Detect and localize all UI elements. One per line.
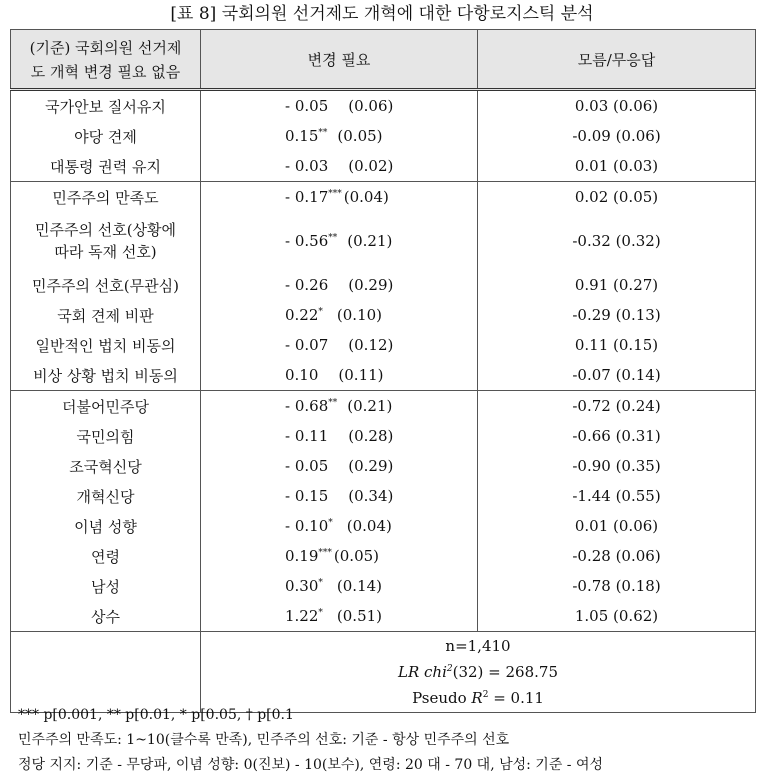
coefficient: 0.15 [285,127,319,145]
standard-error: (0.06) [348,97,394,115]
coefficient: - 0.03 [285,157,329,175]
table-row [11,391,756,422]
coefficient: - 0.11 [285,427,329,445]
standard-error: (0.05) [337,127,383,145]
coefficient: 0.10 [285,366,319,384]
variable-label: 민주주의 만족도 [11,182,201,213]
variable-label: 비상 상황 법치 비동의 [11,360,201,391]
variable-label: 야당 견제 [11,121,201,151]
change-needed-cell [201,481,478,511]
table-notes [18,703,758,778]
table-row [11,151,756,182]
note-party-ideology: 정당 지지: 기준 - 무당파, 이념 성향: 0(진보) - 10(보수), 연령: 20 대 - 70 대, 남성: 기준 - 여성 [18,757,604,773]
variable-label: 남성 [11,571,201,601]
significance-stars: * [328,518,333,528]
pseudo-r-sup: 2 [482,690,489,700]
note-significance: *** p[0.001, ** p[0.01, * p[0.05, † p[0.1 [18,707,294,723]
standard-error: (0.21) [347,232,393,250]
variable-label-line2: 따라 독재 선호) [54,243,157,261]
header-base-line2: 도 개혁 변경 필요 없음 [30,63,181,81]
variable-label: 대통령 권력 유지 [11,151,201,182]
variable-label: 국가안보 질서유지 [11,90,201,122]
variable-label: 상수 [11,601,201,632]
coefficient: - 0.68 [285,397,329,415]
table-row [11,182,756,213]
table-row [11,511,756,541]
variable-label [11,212,201,270]
lr-chi-value: (32) = 268.75 [452,663,558,681]
table-row [11,330,756,360]
standard-error: (0.02) [348,157,394,175]
change-needed-cell [201,360,478,391]
change-needed-cell [201,541,478,571]
lr-chi-sup: 2 [446,664,453,674]
dont-know-cell: -1.44 (0.55) [478,481,756,511]
standard-error: (0.04) [346,517,392,535]
standard-error: (0.28) [348,427,394,445]
variable-label: 국민의힘 [11,421,201,451]
change-needed-cell [201,270,478,300]
note-democracy: 민주주의 만족도: 1~10(클수록 만족), 민주주의 선호: 기준 - 항상 민주주의 선호 [18,732,510,748]
change-needed-cell [201,121,478,151]
pseudo-r-symbol: R [471,689,483,707]
change-needed-cell [201,511,478,541]
change-needed-cell [201,330,478,360]
variable-label: 민주주의 선호(무관심) [11,270,201,300]
standard-error: (0.29) [348,276,394,294]
table-row [11,121,756,151]
table-row [11,451,756,481]
variable-label: 더불어민주당 [11,391,201,422]
dont-know-cell: 0.02 (0.05) [478,182,756,213]
variable-label: 연령 [11,541,201,571]
standard-error: (0.14) [336,577,383,595]
stats-lr-chi2 [201,659,755,685]
dont-know-cell: -0.32 (0.32) [478,212,756,270]
change-needed-cell [201,451,478,481]
table-row [11,541,756,571]
change-needed-cell [201,391,478,422]
dont-know-cell: 1.05 (0.62) [478,601,756,632]
change-needed-cell [201,182,478,213]
header-row [11,30,756,90]
table-row [11,360,756,391]
coefficient: - 0.10 [285,517,329,535]
standard-error: (0.51) [336,607,383,625]
variable-label: 국회 견제 비판 [11,300,201,330]
variable-label: 조국혁신당 [11,451,201,481]
change-needed-cell [201,571,478,601]
dont-know-cell: -0.72 (0.24) [478,391,756,422]
significance-stars: ** [328,398,338,408]
change-needed-cell [201,151,478,182]
table-title: [표 8] 국회의원 선거제도 개혁에 대한 다항로지스틱 분석 [170,4,594,24]
standard-error: (0.21) [347,397,393,415]
change-needed-cell [201,601,478,632]
standard-error: (0.04) [343,188,389,206]
table-row [11,571,756,601]
coefficient: 0.19 [285,547,319,565]
stats-cell [201,632,756,713]
coefficient: - 0.17 [285,188,329,206]
variable-label: 이념 성향 [11,511,201,541]
dont-know-cell: -0.66 (0.31) [478,421,756,451]
standard-error: (0.10) [336,306,383,324]
table-row [11,212,756,270]
stats-n: n=1,410 [445,637,511,655]
dont-know-cell: -0.29 (0.13) [478,300,756,330]
significance-stars: *** [318,548,332,558]
table-row [11,300,756,330]
coefficient: - 0.56 [285,232,329,250]
table-row [11,481,756,511]
lr-chi-label: LR chi [397,663,447,681]
dont-know-cell: -0.90 (0.35) [478,451,756,481]
table-row [11,90,756,122]
header-change-needed: 변경 필요 [201,30,478,90]
table-row [11,421,756,451]
coefficient: - 0.05 [285,97,329,115]
significance-stars: ** [318,128,328,138]
dont-know-cell: 0.03 (0.06) [478,90,756,122]
dont-know-cell: -0.09 (0.06) [478,121,756,151]
change-needed-cell [201,300,478,330]
stats-row [11,632,756,713]
significance-stars: * [318,578,323,588]
header-base-line1: (기준) 국회의원 선거제 [29,39,182,57]
standard-error: (0.34) [348,487,394,505]
dont-know-cell: -0.07 (0.14) [478,360,756,391]
table-row [11,601,756,632]
coefficient: - 0.05 [285,457,329,475]
significance-stars: * [318,608,323,618]
dont-know-cell: -0.28 (0.06) [478,541,756,571]
coefficient: - 0.07 [285,336,329,354]
significance-stars: *** [328,189,342,199]
change-needed-cell [201,212,478,270]
significance-stars: ** [328,233,338,243]
header-base-category [11,30,201,90]
standard-error: (0.05) [333,547,380,565]
variable-label-line1: 민주주의 선호(상황에 [34,221,177,239]
standard-error: (0.12) [348,336,394,354]
table-row [11,270,756,300]
change-needed-cell [201,90,478,122]
dont-know-cell: -0.78 (0.18) [478,571,756,601]
regression-table [10,29,756,713]
standard-error: (0.11) [338,366,384,384]
dont-know-cell: 0.11 (0.15) [478,330,756,360]
coefficient: 0.22 [285,306,319,324]
header-dont-know: 모름/무응답 [478,30,756,90]
change-needed-cell [201,421,478,451]
variable-label: 개혁신당 [11,481,201,511]
variable-label: 일반적인 법치 비동의 [11,330,201,360]
coefficient: - 0.26 [285,276,329,294]
coefficient: 0.30 [285,577,319,595]
dont-know-cell: 0.01 (0.06) [478,511,756,541]
coefficient: - 0.15 [285,487,329,505]
pseudo-value: = 0.11 [488,689,544,707]
dont-know-cell: 0.91 (0.27) [478,270,756,300]
pseudo-label: Pseudo [412,689,472,707]
stats-empty-cell [11,632,201,713]
standard-error: (0.29) [348,457,394,475]
coefficient: 1.22 [285,607,319,625]
dont-know-cell: 0.01 (0.03) [478,151,756,182]
significance-stars: * [318,307,323,317]
